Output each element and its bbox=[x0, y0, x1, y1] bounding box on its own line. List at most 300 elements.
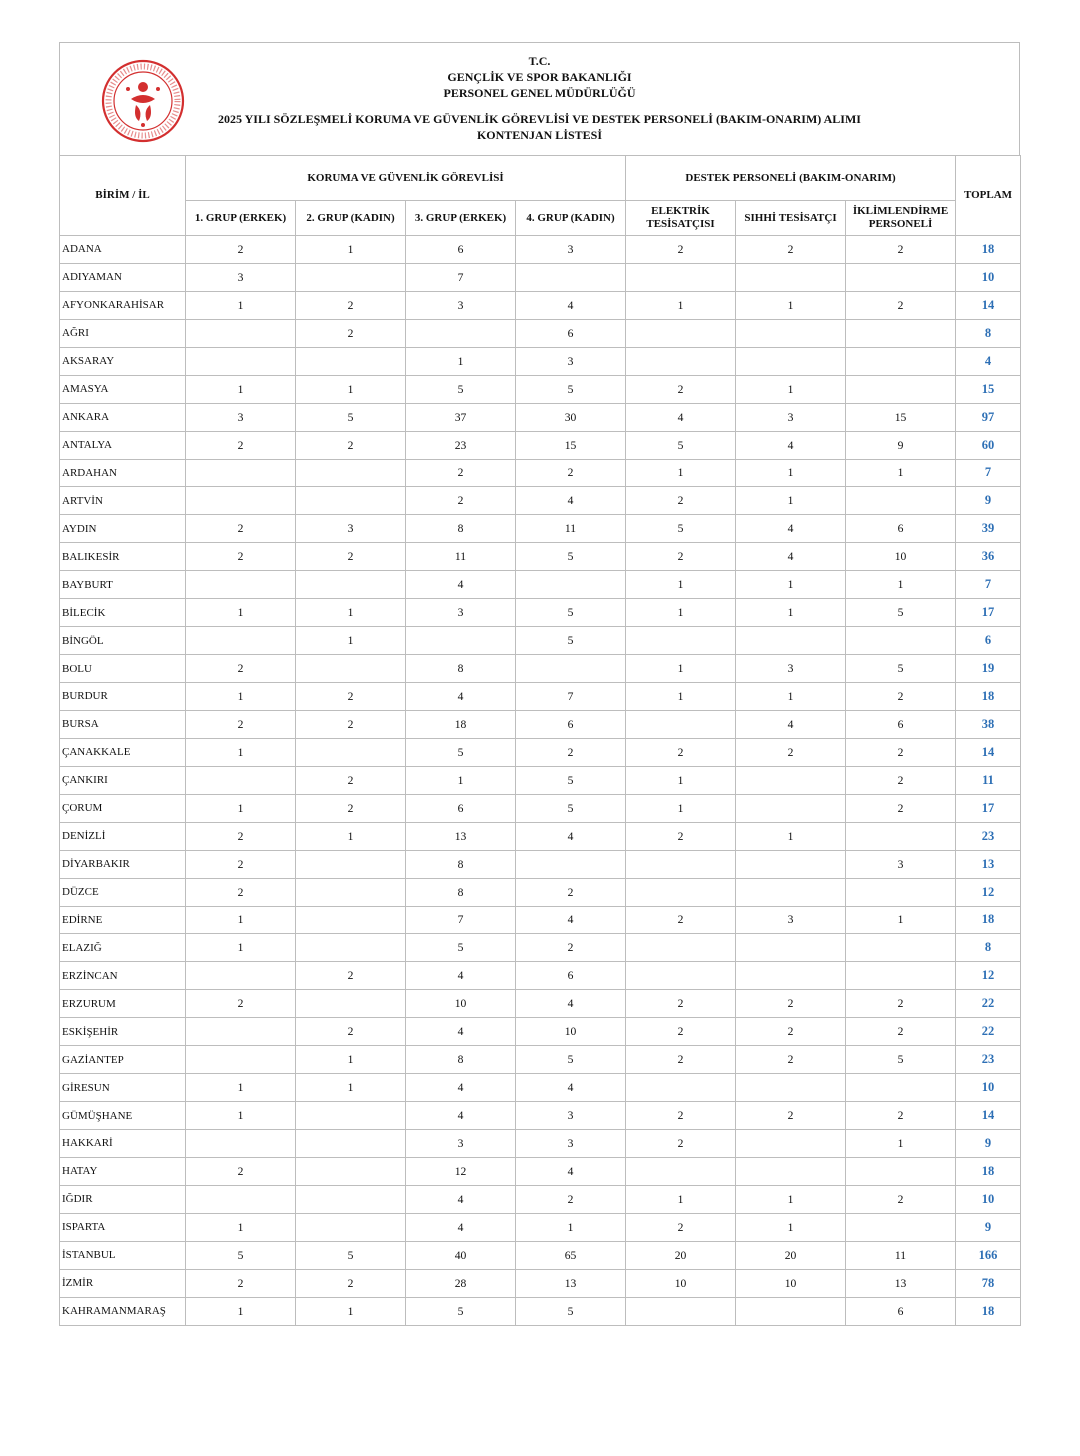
group4-cell: 6 bbox=[516, 962, 626, 990]
group4-cell: 4 bbox=[516, 822, 626, 850]
plumber-cell: 4 bbox=[736, 710, 846, 738]
total-cell: 6 bbox=[956, 627, 1021, 655]
group2-cell: 1 bbox=[296, 1074, 406, 1102]
group4-cell: 5 bbox=[516, 375, 626, 403]
plumber-cell: 4 bbox=[736, 543, 846, 571]
total-cell: 9 bbox=[956, 1213, 1021, 1241]
group2-cell: 2 bbox=[296, 794, 406, 822]
table-row bbox=[60, 1269, 1021, 1297]
total-cell: 14 bbox=[956, 738, 1021, 766]
group1-cell: 1 bbox=[186, 1297, 296, 1325]
table-row bbox=[60, 599, 1021, 627]
group4-cell: 3 bbox=[516, 1130, 626, 1158]
col-plumber-header: SIHHİ TESİSATÇI bbox=[736, 201, 846, 236]
col-group4-header: 4. GRUP (KADIN) bbox=[516, 201, 626, 236]
total-cell: 15 bbox=[956, 375, 1021, 403]
province-cell: BAYBURT bbox=[60, 571, 186, 599]
group1-cell: 1 bbox=[186, 1102, 296, 1130]
group4-cell bbox=[516, 263, 626, 291]
group3-cell: 5 bbox=[406, 738, 516, 766]
group1-cell: 1 bbox=[186, 375, 296, 403]
group1-cell bbox=[186, 962, 296, 990]
province-cell: İZMİR bbox=[60, 1269, 186, 1297]
hvac-cell: 2 bbox=[846, 683, 956, 711]
total-cell: 13 bbox=[956, 850, 1021, 878]
province-cell: ÇANKIRI bbox=[60, 766, 186, 794]
province-cell: ANTALYA bbox=[60, 431, 186, 459]
col-unit-header: BİRİM / İL bbox=[60, 156, 186, 236]
col-group3-header: 3. GRUP (ERKEK) bbox=[406, 201, 516, 236]
group3-cell: 7 bbox=[406, 906, 516, 934]
province-cell: ARDAHAN bbox=[60, 459, 186, 487]
table-row bbox=[60, 738, 1021, 766]
group3-cell: 8 bbox=[406, 655, 516, 683]
plumber-cell bbox=[736, 934, 846, 962]
plumber-cell: 4 bbox=[736, 515, 846, 543]
electrician-cell: 5 bbox=[626, 515, 736, 543]
group2-cell bbox=[296, 1102, 406, 1130]
province-cell: ÇORUM bbox=[60, 794, 186, 822]
total-cell: 7 bbox=[956, 459, 1021, 487]
group1-cell: 2 bbox=[186, 710, 296, 738]
group1-cell: 1 bbox=[186, 794, 296, 822]
hvac-cell: 6 bbox=[846, 515, 956, 543]
group4-cell: 5 bbox=[516, 1046, 626, 1074]
col-group2-header: 2. GRUP (KADIN) bbox=[296, 201, 406, 236]
group2-cell: 1 bbox=[296, 1297, 406, 1325]
total-cell: 18 bbox=[956, 236, 1021, 264]
group2-cell: 2 bbox=[296, 962, 406, 990]
plumber-cell bbox=[736, 1074, 846, 1102]
group-support-header: DESTEK PERSONELİ (BAKIM-ONARIM) bbox=[626, 156, 956, 201]
total-cell: 8 bbox=[956, 319, 1021, 347]
group3-cell: 8 bbox=[406, 1046, 516, 1074]
col-electrician-line2: TESİSATÇISI bbox=[646, 218, 715, 230]
col-electrician-line1: ELEKTRİK bbox=[651, 205, 710, 217]
electrician-cell bbox=[626, 878, 736, 906]
electrician-cell: 10 bbox=[626, 1269, 736, 1297]
group3-cell: 6 bbox=[406, 236, 516, 264]
hvac-cell: 2 bbox=[846, 1018, 956, 1046]
total-cell: 22 bbox=[956, 990, 1021, 1018]
province-cell: BURSA bbox=[60, 710, 186, 738]
province-cell: ADANA bbox=[60, 236, 186, 264]
group3-cell: 23 bbox=[406, 431, 516, 459]
group3-cell: 13 bbox=[406, 822, 516, 850]
document-header bbox=[59, 42, 1020, 155]
plumber-cell: 1 bbox=[736, 683, 846, 711]
group4-cell: 4 bbox=[516, 1074, 626, 1102]
group3-cell: 3 bbox=[406, 1130, 516, 1158]
hvac-cell bbox=[846, 263, 956, 291]
group2-cell bbox=[296, 738, 406, 766]
province-cell: BİLECİK bbox=[60, 599, 186, 627]
group3-cell: 4 bbox=[406, 571, 516, 599]
table-row bbox=[60, 1018, 1021, 1046]
group4-cell: 2 bbox=[516, 878, 626, 906]
electrician-cell bbox=[626, 962, 736, 990]
electrician-cell: 2 bbox=[626, 236, 736, 264]
group1-cell: 1 bbox=[186, 683, 296, 711]
group2-cell bbox=[296, 906, 406, 934]
total-cell: 9 bbox=[956, 487, 1021, 515]
electrician-cell: 1 bbox=[626, 571, 736, 599]
group3-cell: 37 bbox=[406, 403, 516, 431]
document-sheet bbox=[59, 42, 1020, 1326]
plumber-cell: 1 bbox=[736, 459, 846, 487]
group3-cell: 4 bbox=[406, 1185, 516, 1213]
group4-cell: 1 bbox=[516, 1213, 626, 1241]
group1-cell: 2 bbox=[186, 990, 296, 1018]
header-ministry: GENÇLİK VE SPOR BAKANLIĞI bbox=[447, 70, 632, 84]
hvac-cell: 6 bbox=[846, 1297, 956, 1325]
group3-cell: 28 bbox=[406, 1269, 516, 1297]
electrician-cell bbox=[626, 1297, 736, 1325]
table-row bbox=[60, 1157, 1021, 1185]
table-row bbox=[60, 655, 1021, 683]
group4-cell bbox=[516, 655, 626, 683]
electrician-cell: 2 bbox=[626, 822, 736, 850]
group3-cell: 5 bbox=[406, 375, 516, 403]
group2-cell bbox=[296, 263, 406, 291]
plumber-cell: 1 bbox=[736, 822, 846, 850]
electrician-cell: 1 bbox=[626, 1185, 736, 1213]
table-row bbox=[60, 794, 1021, 822]
province-cell: KAHRAMANMARAŞ bbox=[60, 1297, 186, 1325]
group3-cell: 8 bbox=[406, 850, 516, 878]
total-cell: 8 bbox=[956, 934, 1021, 962]
electrician-cell: 1 bbox=[626, 599, 736, 627]
group2-cell bbox=[296, 655, 406, 683]
group1-cell: 1 bbox=[186, 599, 296, 627]
hvac-cell: 13 bbox=[846, 1269, 956, 1297]
plumber-cell: 2 bbox=[736, 738, 846, 766]
group4-cell: 13 bbox=[516, 1269, 626, 1297]
group4-cell: 5 bbox=[516, 794, 626, 822]
table-row bbox=[60, 1046, 1021, 1074]
hvac-cell: 1 bbox=[846, 459, 956, 487]
table-row bbox=[60, 1130, 1021, 1158]
header-directorate: PERSONEL GENEL MÜDÜRLÜĞÜ bbox=[443, 86, 636, 100]
electrician-cell: 1 bbox=[626, 683, 736, 711]
province-cell: İSTANBUL bbox=[60, 1241, 186, 1269]
group4-cell: 5 bbox=[516, 543, 626, 571]
hvac-cell bbox=[846, 1074, 956, 1102]
group4-cell: 7 bbox=[516, 683, 626, 711]
hvac-cell: 11 bbox=[846, 1241, 956, 1269]
total-cell: 11 bbox=[956, 766, 1021, 794]
group1-cell: 1 bbox=[186, 738, 296, 766]
province-cell: BOLU bbox=[60, 655, 186, 683]
group3-cell: 5 bbox=[406, 1297, 516, 1325]
electrician-cell: 5 bbox=[626, 431, 736, 459]
total-cell: 10 bbox=[956, 263, 1021, 291]
group4-cell: 3 bbox=[516, 236, 626, 264]
group2-cell: 2 bbox=[296, 431, 406, 459]
group1-cell bbox=[186, 1185, 296, 1213]
hvac-cell bbox=[846, 319, 956, 347]
total-cell: 7 bbox=[956, 571, 1021, 599]
province-cell: ERZURUM bbox=[60, 990, 186, 1018]
group4-cell: 11 bbox=[516, 515, 626, 543]
hvac-cell: 2 bbox=[846, 1102, 956, 1130]
group2-cell bbox=[296, 1185, 406, 1213]
group1-cell: 2 bbox=[186, 1157, 296, 1185]
hvac-cell bbox=[846, 347, 956, 375]
electrician-cell: 2 bbox=[626, 1046, 736, 1074]
total-cell: 19 bbox=[956, 655, 1021, 683]
group4-cell: 4 bbox=[516, 990, 626, 1018]
plumber-cell: 20 bbox=[736, 1241, 846, 1269]
group2-cell bbox=[296, 878, 406, 906]
group4-cell: 2 bbox=[516, 1185, 626, 1213]
group2-cell: 5 bbox=[296, 1241, 406, 1269]
group4-cell: 4 bbox=[516, 291, 626, 319]
group2-cell: 2 bbox=[296, 291, 406, 319]
electrician-cell bbox=[626, 319, 736, 347]
group1-cell: 2 bbox=[186, 850, 296, 878]
group1-cell bbox=[186, 627, 296, 655]
electrician-cell: 2 bbox=[626, 738, 736, 766]
group3-cell: 7 bbox=[406, 263, 516, 291]
group3-cell: 4 bbox=[406, 1102, 516, 1130]
group2-cell bbox=[296, 347, 406, 375]
group1-cell: 1 bbox=[186, 906, 296, 934]
group1-cell: 2 bbox=[186, 878, 296, 906]
hvac-cell: 2 bbox=[846, 1185, 956, 1213]
col-hvac-line1: İKLİMLENDİRME bbox=[852, 205, 949, 217]
table-row bbox=[60, 1185, 1021, 1213]
hvac-cell bbox=[846, 962, 956, 990]
col-hvac-line2: PERSONELİ bbox=[868, 218, 933, 230]
group1-cell: 3 bbox=[186, 263, 296, 291]
group2-cell: 2 bbox=[296, 683, 406, 711]
electrician-cell: 2 bbox=[626, 990, 736, 1018]
electrician-cell bbox=[626, 627, 736, 655]
total-cell: 12 bbox=[956, 878, 1021, 906]
group4-cell: 2 bbox=[516, 934, 626, 962]
group2-cell: 2 bbox=[296, 766, 406, 794]
group2-cell: 2 bbox=[296, 543, 406, 571]
hvac-cell: 2 bbox=[846, 990, 956, 1018]
plumber-cell bbox=[736, 794, 846, 822]
electrician-cell bbox=[626, 710, 736, 738]
group3-cell: 12 bbox=[406, 1157, 516, 1185]
group3-cell: 3 bbox=[406, 599, 516, 627]
group4-cell: 10 bbox=[516, 1018, 626, 1046]
table-row bbox=[60, 515, 1021, 543]
hvac-cell bbox=[846, 1157, 956, 1185]
col-electrician-header bbox=[626, 201, 736, 236]
plumber-cell: 2 bbox=[736, 1102, 846, 1130]
electrician-cell: 2 bbox=[626, 1213, 736, 1241]
group3-cell: 1 bbox=[406, 766, 516, 794]
table-row bbox=[60, 822, 1021, 850]
province-cell: ADIYAMAN bbox=[60, 263, 186, 291]
hvac-cell: 1 bbox=[846, 906, 956, 934]
province-cell: ÇANAKKALE bbox=[60, 738, 186, 766]
plumber-cell bbox=[736, 766, 846, 794]
total-cell: 23 bbox=[956, 822, 1021, 850]
hvac-cell: 1 bbox=[846, 571, 956, 599]
table-row bbox=[60, 291, 1021, 319]
electrician-cell bbox=[626, 263, 736, 291]
group4-cell: 2 bbox=[516, 459, 626, 487]
table-row bbox=[60, 1241, 1021, 1269]
hvac-cell bbox=[846, 1213, 956, 1241]
table-row bbox=[60, 934, 1021, 962]
group1-cell bbox=[186, 1130, 296, 1158]
total-cell: 17 bbox=[956, 599, 1021, 627]
group4-cell: 15 bbox=[516, 431, 626, 459]
total-cell: 38 bbox=[956, 710, 1021, 738]
group3-cell: 10 bbox=[406, 990, 516, 1018]
table-row bbox=[60, 459, 1021, 487]
col-total-header: TOPLAM bbox=[956, 156, 1021, 236]
group3-cell: 11 bbox=[406, 543, 516, 571]
province-cell: DENİZLİ bbox=[60, 822, 186, 850]
table-row bbox=[60, 319, 1021, 347]
group1-cell: 2 bbox=[186, 1269, 296, 1297]
hvac-cell bbox=[846, 487, 956, 515]
hvac-cell: 2 bbox=[846, 738, 956, 766]
group4-cell: 3 bbox=[516, 1102, 626, 1130]
group3-cell: 5 bbox=[406, 934, 516, 962]
group2-cell: 3 bbox=[296, 515, 406, 543]
province-cell: DİYARBAKIR bbox=[60, 850, 186, 878]
group1-cell bbox=[186, 319, 296, 347]
electrician-cell: 1 bbox=[626, 655, 736, 683]
group2-cell: 2 bbox=[296, 319, 406, 347]
table-row bbox=[60, 403, 1021, 431]
group2-cell: 1 bbox=[296, 599, 406, 627]
group2-cell bbox=[296, 487, 406, 515]
group4-cell: 6 bbox=[516, 319, 626, 347]
group3-cell: 2 bbox=[406, 487, 516, 515]
plumber-cell: 10 bbox=[736, 1269, 846, 1297]
total-cell: 18 bbox=[956, 1157, 1021, 1185]
hvac-cell: 3 bbox=[846, 850, 956, 878]
plumber-cell bbox=[736, 627, 846, 655]
hvac-cell: 2 bbox=[846, 291, 956, 319]
province-cell: GİRESUN bbox=[60, 1074, 186, 1102]
total-cell: 166 bbox=[956, 1241, 1021, 1269]
group1-cell bbox=[186, 347, 296, 375]
plumber-cell bbox=[736, 1130, 846, 1158]
electrician-cell: 1 bbox=[626, 794, 736, 822]
total-cell: 60 bbox=[956, 431, 1021, 459]
group1-cell bbox=[186, 1046, 296, 1074]
electrician-cell bbox=[626, 850, 736, 878]
header-tc: T.C. bbox=[528, 54, 551, 68]
table-row bbox=[60, 1102, 1021, 1130]
plumber-cell: 1 bbox=[736, 1213, 846, 1241]
group3-cell: 8 bbox=[406, 878, 516, 906]
hvac-cell: 9 bbox=[846, 431, 956, 459]
plumber-cell: 2 bbox=[736, 1046, 846, 1074]
group2-cell bbox=[296, 459, 406, 487]
province-cell: GÜMÜŞHANE bbox=[60, 1102, 186, 1130]
group3-cell: 1 bbox=[406, 347, 516, 375]
total-cell: 9 bbox=[956, 1130, 1021, 1158]
total-cell: 23 bbox=[956, 1046, 1021, 1074]
group1-cell: 2 bbox=[186, 515, 296, 543]
group1-cell bbox=[186, 571, 296, 599]
quota-table bbox=[59, 155, 1021, 1326]
group4-cell: 2 bbox=[516, 738, 626, 766]
group4-cell: 4 bbox=[516, 906, 626, 934]
electrician-cell bbox=[626, 347, 736, 375]
province-cell: ERZİNCAN bbox=[60, 962, 186, 990]
total-cell: 4 bbox=[956, 347, 1021, 375]
group3-cell: 18 bbox=[406, 710, 516, 738]
electrician-cell bbox=[626, 1074, 736, 1102]
hvac-cell: 2 bbox=[846, 236, 956, 264]
table-row bbox=[60, 487, 1021, 515]
total-cell: 14 bbox=[956, 291, 1021, 319]
group2-cell: 1 bbox=[296, 822, 406, 850]
province-cell: ARTVİN bbox=[60, 487, 186, 515]
group1-cell: 5 bbox=[186, 1241, 296, 1269]
plumber-cell: 3 bbox=[736, 403, 846, 431]
electrician-cell: 2 bbox=[626, 1102, 736, 1130]
table-row bbox=[60, 236, 1021, 264]
group1-cell: 1 bbox=[186, 1213, 296, 1241]
table-row bbox=[60, 906, 1021, 934]
plumber-cell bbox=[736, 962, 846, 990]
hvac-cell bbox=[846, 375, 956, 403]
plumber-cell bbox=[736, 850, 846, 878]
hvac-cell: 2 bbox=[846, 794, 956, 822]
group1-cell: 2 bbox=[186, 431, 296, 459]
plumber-cell: 2 bbox=[736, 1018, 846, 1046]
table-row bbox=[60, 1074, 1021, 1102]
hvac-cell bbox=[846, 822, 956, 850]
total-cell: 12 bbox=[956, 962, 1021, 990]
group3-cell: 2 bbox=[406, 459, 516, 487]
total-cell: 17 bbox=[956, 794, 1021, 822]
hvac-cell bbox=[846, 878, 956, 906]
hvac-cell: 5 bbox=[846, 655, 956, 683]
group3-cell: 40 bbox=[406, 1241, 516, 1269]
table-row bbox=[60, 710, 1021, 738]
total-cell: 78 bbox=[956, 1269, 1021, 1297]
total-cell: 18 bbox=[956, 683, 1021, 711]
group2-cell: 2 bbox=[296, 1269, 406, 1297]
electrician-cell: 4 bbox=[626, 403, 736, 431]
plumber-cell: 1 bbox=[736, 487, 846, 515]
group4-cell: 30 bbox=[516, 403, 626, 431]
table-row bbox=[60, 850, 1021, 878]
table-body bbox=[60, 236, 1021, 1326]
plumber-cell bbox=[736, 347, 846, 375]
plumber-cell: 1 bbox=[736, 599, 846, 627]
group4-cell: 4 bbox=[516, 487, 626, 515]
total-cell: 14 bbox=[956, 1102, 1021, 1130]
electrician-cell: 1 bbox=[626, 766, 736, 794]
col-group1-header: 1. GRUP (ERKEK) bbox=[186, 201, 296, 236]
group2-cell: 1 bbox=[296, 375, 406, 403]
province-cell: BURDUR bbox=[60, 683, 186, 711]
table-row bbox=[60, 543, 1021, 571]
group1-cell: 1 bbox=[186, 934, 296, 962]
plumber-cell: 1 bbox=[736, 1185, 846, 1213]
province-cell: HAKKARİ bbox=[60, 1130, 186, 1158]
plumber-cell bbox=[736, 263, 846, 291]
group4-cell: 3 bbox=[516, 347, 626, 375]
province-cell: GAZİANTEP bbox=[60, 1046, 186, 1074]
table-row bbox=[60, 627, 1021, 655]
